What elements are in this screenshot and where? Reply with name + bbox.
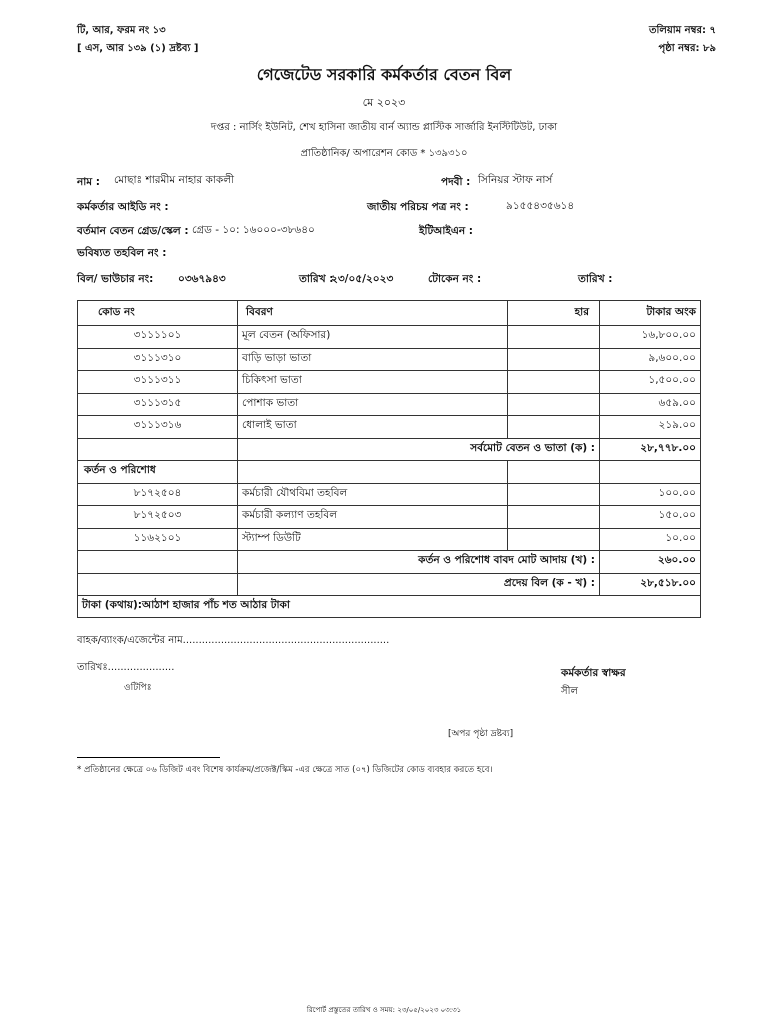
date-label: তারিখ : xyxy=(299,273,334,285)
page-number: পৃষ্ঠা নম্বর: ৮৯ xyxy=(658,43,716,54)
voucher-value: ০৩৬৭৯৪৩ xyxy=(178,273,226,285)
seal-label: সীল xyxy=(561,686,578,697)
row-amount: ৯,৬০০.০০ xyxy=(600,348,701,371)
officer-signature: কর্মকর্তার স্বাক্ষর xyxy=(561,667,626,679)
row-code: ৮১৭২৫০৪ xyxy=(78,483,238,506)
footnote: * প্রতিষ্ঠানের ক্ষেত্রে ০৬ ডিজিট এবং বিশেষ কার্যক্রম/প্রজেক্ট/স্কিম -এর ক্ষেত্রে সাত (০৭) ডিজিটের কোড ব্যবহার করতে হবে। xyxy=(77,765,493,775)
row-rate xyxy=(508,371,600,394)
row-code: ৩১১১৩১০ xyxy=(78,348,238,371)
list-number: তলিয়াম নম্বর: ৭ xyxy=(649,25,716,36)
table-row xyxy=(78,416,701,439)
table-row xyxy=(78,348,701,371)
row-description: মূল বেতন (অফিসার) xyxy=(238,326,508,349)
row-description: পোশাক ভাতা xyxy=(238,393,508,416)
deduction-heading: কর্তন ও পরিশোধ xyxy=(78,461,238,484)
net-payable-label: প্রদেয় বিল (ক - খ) : xyxy=(238,573,600,596)
row-rate xyxy=(508,416,600,439)
row-amount: ৬৫৯.০০ xyxy=(600,393,701,416)
voucher-label: বিল/ ভাউচার নং: xyxy=(77,273,154,285)
net-payable-amount: ২৮,৫১৮.০০ xyxy=(600,573,701,596)
row-description: কর্মচারী কল্যাণ তহবিল xyxy=(238,506,508,529)
deduction-heading-empty-amount xyxy=(600,461,701,484)
row-code: ৩১১১৩১৬ xyxy=(78,416,238,439)
operation-code: প্রাতিষ্ঠানিক/ অপারেশন কোড * ১৩৯৩১০ xyxy=(300,148,468,159)
deduction-total-label: কর্তন ও পরিশোধ বাবদ মোট আদায় (খ) : xyxy=(238,551,600,574)
gross-total-label: সর্বমোট বেতন ও ভাতা (ক) : xyxy=(238,438,600,461)
grade-value: গ্রেড - ১০: ১৬০০০-৩৮৬৪০ xyxy=(192,224,315,236)
report-timestamp: রিপোর্ট প্রস্তুতের তারিখ ও সময়: ২৩/০৫/২০২৩ ০৩:৩১ xyxy=(306,1006,462,1014)
rule-reference: [ এস, আর ১৩৯ (১) দ্রষ্টব্য ] xyxy=(77,43,199,54)
row-code: ১১৬২১০১ xyxy=(78,528,238,551)
deduction-heading-row xyxy=(78,461,701,484)
form-number: টি, আর, ফরম নং ১৩ xyxy=(77,25,166,36)
row-description: ধোলাই ভাতা xyxy=(238,416,508,439)
row-rate xyxy=(508,348,600,371)
see-overleaf: [অপর পৃষ্ঠা দ্রষ্টব্য] xyxy=(448,729,514,739)
table-row xyxy=(78,483,701,506)
gross-total-amount: ২৮,৭৭৮.০০ xyxy=(600,438,701,461)
net-payable-row xyxy=(78,573,701,596)
bearer-name: বাহক/ব্যাংক/এজেন্টের নাম................................................................. xyxy=(77,635,390,646)
provident-fund-label: ভবিষ্যত তহবিল নং : xyxy=(77,247,167,259)
footer-date: তারিখঃ..................... xyxy=(77,662,175,673)
nid-value: ৯১৫৫৪৩৫৬১৪ xyxy=(506,200,575,212)
net-payable-empty xyxy=(78,573,238,596)
table-row xyxy=(78,506,701,529)
table-row xyxy=(78,393,701,416)
deduction-total-amount: ২৬০.০০ xyxy=(600,551,701,574)
table-row xyxy=(78,326,701,349)
row-amount: ১৫০.০০ xyxy=(600,506,701,529)
row-description: কর্মচারী যৌথবিমা তহবিল xyxy=(238,483,508,506)
row-amount: ১৬,৮০০.০০ xyxy=(600,326,701,349)
name-label: নাম : xyxy=(77,176,100,188)
row-code: ৩১১১৩১১ xyxy=(78,371,238,394)
header-rate: হার xyxy=(508,301,600,326)
token-label: টোকেন নং : xyxy=(428,273,482,285)
amount-in-words-row xyxy=(78,596,701,618)
amount-in-words: টাকা (কথায়):আঠাশ হাজার পাঁচ শত আঠার টাকা xyxy=(78,596,701,618)
deduction-total-row xyxy=(78,551,701,574)
row-amount: ১,৫০০.০০ xyxy=(600,371,701,394)
row-code: ৩১১১১০১ xyxy=(78,326,238,349)
gross-total-row xyxy=(78,438,701,461)
gross-empty-cell xyxy=(78,438,238,461)
row-rate xyxy=(508,326,600,349)
row-code: ৩১১১৩১৫ xyxy=(78,393,238,416)
row-rate xyxy=(508,393,600,416)
office-name: দপ্তর : নার্সিং ইউনিট, শেখ হাসিনা জাতীয় বার্ন অ্যান্ড প্লাস্টিক সার্জারি ইনস্টিটিউট, ঢাকা xyxy=(210,122,558,133)
row-amount: ১০০.০০ xyxy=(600,483,701,506)
row-rate xyxy=(508,506,600,529)
deduction-heading-empty-rate xyxy=(508,461,600,484)
name-value: মোছাঃ শারমীম নাহার কাকলী xyxy=(114,174,235,186)
date2-label: তারিখ : xyxy=(578,273,613,285)
date-value: ২৩/০৫/২০২৩ xyxy=(331,273,394,285)
nid-label: জাতীয় পরিচয় পত্র নং : xyxy=(367,201,469,213)
otp-label: ওটিপিঃ xyxy=(124,683,152,693)
pay-table xyxy=(77,300,701,618)
bill-month: মে ২০২৩ xyxy=(362,96,406,109)
table-row xyxy=(78,371,701,394)
row-description: চিকিৎসা ভাতা xyxy=(238,371,508,394)
row-rate xyxy=(508,483,600,506)
row-code: ৮১৭২৫০৩ xyxy=(78,506,238,529)
grade-label: বর্তমান বেতন গ্রেড/স্কেল : xyxy=(77,225,189,237)
page-title: গেজেটেড সরকারি কর্মকর্তার বেতন বিল xyxy=(256,65,512,84)
header-amount: টাকার অংক xyxy=(600,301,701,326)
officer-id-label: কর্মকর্তার আইডি নং : xyxy=(77,201,169,213)
header-description: বিবরণ xyxy=(238,301,508,326)
designation-label: পদবী : xyxy=(441,176,471,188)
designation-value: সিনিয়র স্টাফ নার্স xyxy=(478,174,553,186)
row-rate xyxy=(508,528,600,551)
row-description: বাড়ি ভাড়া ভাতা xyxy=(238,348,508,371)
deduction-heading-empty xyxy=(238,461,508,484)
tin-label: ইটিআইএন : xyxy=(419,225,474,237)
row-amount: ১০.০০ xyxy=(600,528,701,551)
deduction-total-empty xyxy=(78,551,238,574)
row-amount: ২১৯.০০ xyxy=(600,416,701,439)
table-header-row xyxy=(78,301,701,326)
footnote-divider xyxy=(77,757,220,758)
table-row xyxy=(78,528,701,551)
row-description: স্ট্যাম্প ডিউটি xyxy=(238,528,508,551)
header-code: কোড নং xyxy=(78,301,238,326)
